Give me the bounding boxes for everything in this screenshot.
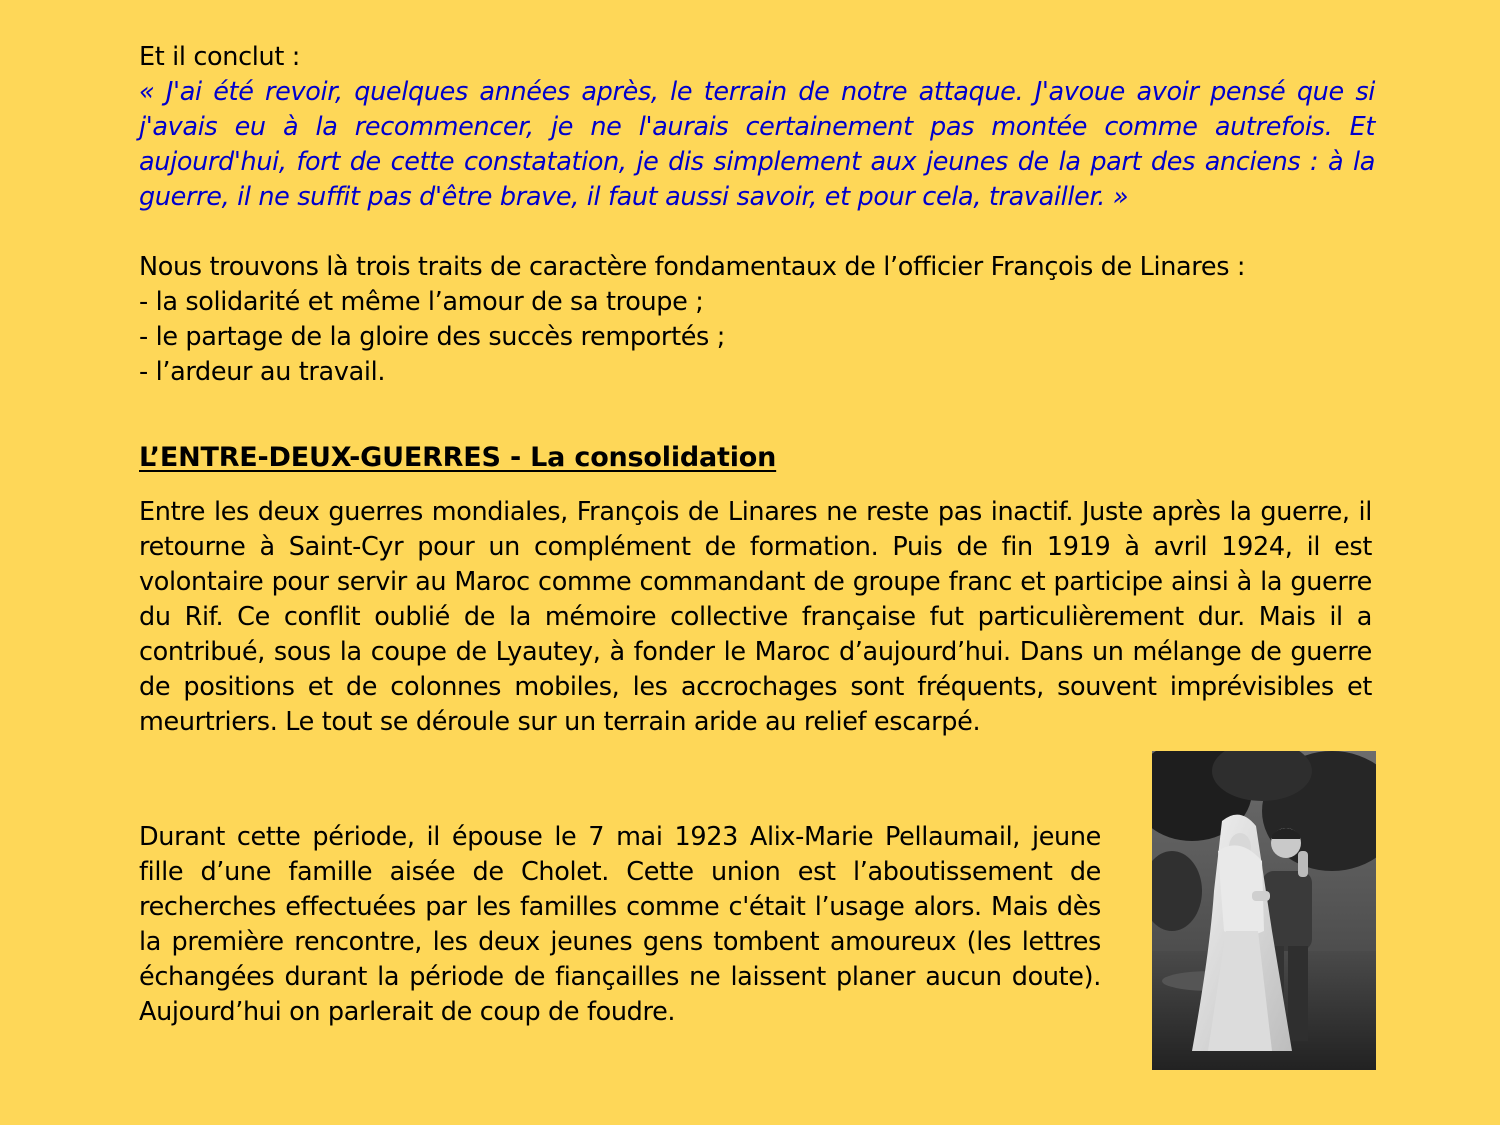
trait-item: - l’ardeur au travail. xyxy=(139,357,386,387)
quote-paragraph: « J'ai été revoir, quelques années après, le terrain de notre attaque. J'avoue avoir pensé que si j'avais eu à la recommencer, je ne l'aurais certainement pas montée comme autrefois. Et aujourd'hui, fort de cette constatation, je dis simplement aux jeunes de la part des anciens : à la guerre, il ne suffit pas d'être brave, il faut aussi savoir, et pour cela, travailler. » xyxy=(139,77,1375,212)
traits-list xyxy=(139,250,1379,390)
trait-item: - la solidarité et même l’amour de sa troupe ; xyxy=(139,287,704,317)
intro-line: Et il conclut : xyxy=(139,42,300,72)
section-heading: L’ENTRE-DEUX-GUERRES - La consolidation xyxy=(139,442,777,473)
wedding-photo xyxy=(1152,751,1376,1070)
traits-lead: Nous trouvons là trois traits de caractère fondamentaux de l’officier François de Linares : xyxy=(139,252,1246,282)
paragraph-marriage: Durant cette période, il épouse le 7 mai 1923 Alix-Marie Pellaumail, jeune fille d’une famille aisée de Cholet. Cette union est l’aboutissement de recherches effectuées par les familles comme c'était l’usage alors. Mais dès la première rencontre, les deux jeunes gens tombent amoureux (les lettres échangées durant la période de fiançailles ne laissent planer aucun doute). Aujourd’hui on parlerait de coup de foudre. xyxy=(139,822,1101,1027)
trait-item: - le partage de la gloire des succès remportés ; xyxy=(139,322,725,352)
paragraph-interwar: Entre les deux guerres mondiales, François de Linares ne reste pas inactif. Juste après la guerre, il retourne à Saint-Cyr pour un complément de formation. Puis de fin 1919 à avril 1924, il est volontaire pour servir au Maroc comme commandant de groupe franc et participe ainsi à la guerre du Rif. Ce conflit oublié de la mémoire collective française fut particulièrement dur. Mais il a contribué, sous la coupe de Lyautey, à fonder le Maroc d’aujourd’hui. Dans un mélange de guerre de positions et de colonnes mobiles, les accrochages sont fréquents, souvent imprévisibles et meurtriers. Le tout se déroule sur un terrain aride au relief escarpé. xyxy=(139,497,1372,737)
